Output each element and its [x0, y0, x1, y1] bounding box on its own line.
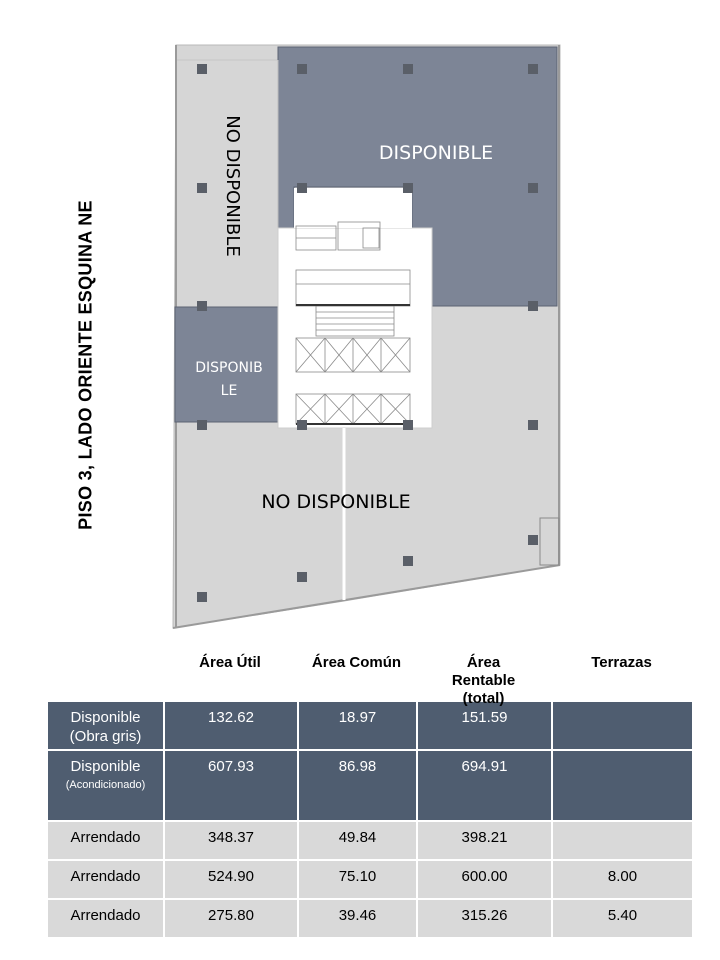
row-status: Disponible (Obra gris)	[69, 709, 142, 745]
page-title: PISO 3, LADO ORIENTE ESQUINA NE	[75, 200, 96, 530]
header-terrazas: Terrazas	[591, 654, 652, 671]
area-table	[48, 650, 692, 939]
row-area-util: 607.93	[163, 751, 297, 820]
row-area-util: 132.62	[163, 702, 297, 749]
row-status: Disponible (Acondicionado)	[65, 758, 146, 791]
building-core	[278, 228, 432, 428]
table-row	[48, 822, 692, 861]
row-area-comun: 86.98	[297, 751, 416, 820]
row-terrazas: 8.00	[551, 861, 692, 898]
row-area-rentable: 398.21	[416, 822, 551, 859]
zone-label-left-strip: NO DISPONIBLE	[222, 115, 243, 257]
row-status: Arrendado	[70, 907, 141, 924]
row-terrazas	[551, 751, 692, 820]
table-row	[48, 900, 692, 939]
zone-label-top-right: DISPONIBLE	[378, 142, 494, 164]
row-area-util: 275.80	[163, 900, 297, 937]
row-area-rentable: 151.59	[416, 702, 551, 749]
row-area-comun: 75.10	[297, 861, 416, 898]
row-terrazas	[551, 702, 692, 749]
row-area-comun: 39.46	[297, 900, 416, 937]
row-terrazas	[551, 822, 692, 859]
row-area-rentable: 600.00	[416, 861, 551, 898]
table-row	[48, 751, 692, 822]
row-area-util: 524.90	[163, 861, 297, 898]
table-row	[48, 702, 692, 751]
header-area-util: Área Útil	[199, 654, 261, 671]
table-row	[48, 861, 692, 900]
row-area-comun: 49.84	[297, 822, 416, 859]
row-area-rentable: 694.91	[416, 751, 551, 820]
row-status: Arrendado	[70, 829, 141, 846]
header-area-rentable: Área Rentable (total)	[451, 654, 516, 707]
header-empty	[48, 650, 163, 708]
row-status: Arrendado	[70, 868, 141, 885]
zone-label-small-left-1: DISPONIB	[195, 360, 263, 376]
zone-label-small-left-2: LE	[220, 383, 238, 399]
table-header	[48, 650, 692, 707]
zone-label-bottom: NO DISPONIBLE	[261, 491, 411, 513]
row-area-util: 348.37	[163, 822, 297, 859]
row-area-rentable: 315.26	[416, 900, 551, 937]
row-terrazas: 5.40	[551, 900, 692, 937]
row-area-comun: 18.97	[297, 702, 416, 749]
header-area-comun: Área Común	[311, 654, 402, 671]
